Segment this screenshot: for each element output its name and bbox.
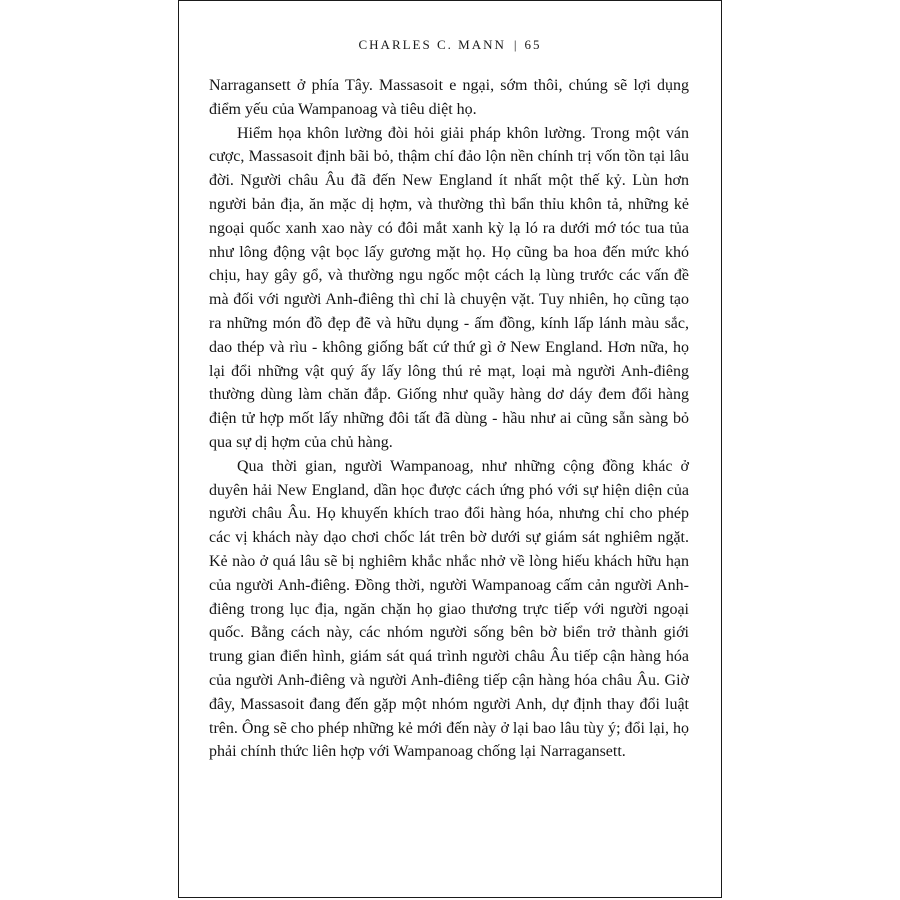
paragraph-continued: Narragansett ở phía Tây. Massasoit e ngại, sớm thôi, chúng sẽ lợi dụng điểm yếu của Wampanoag và tiêu diệt họ.	[209, 77, 689, 118]
paragraph: Hiểm họa khôn lường đòi hỏi giải pháp khôn lường. Trong một ván cược, Massasoit định bãi bỏ, thậm chí đảo lộn nền chính trị vốn tồn tại lâu đời. Người châu Âu đã đến New England ít nhất một thế kỷ. Lùn hơn người bản địa, ăn mặc dị hợm, và thường thì bẩn thỉu khôn tả, những kẻ ngoại quốc xanh xao này có đôi mắt xanh kỳ lạ ló ra dưới mớ tóc tua tủa như lông động vật bọc lấy gương mặt họ. Họ cũng ba hoa đến mức khó chịu, hay gây gổ, và thường ngu ngốc một cách lạ lùng trước các vấn đề mà đối với người Anh-điêng thì chỉ là chuyện vặt. Tuy nhiên, họ cũng tạo ra những món đồ đẹp đẽ và hữu dụng - ấm đồng, kính lấp lánh màu sắc, dao thép và rìu - không giống bất cứ thứ gì ở New England. Hơn nữa, họ lại đổi những vật quý ấy lấy lông thú rẻ mạt, loại mà người Anh-điêng thường dùng làm chăn đắp. Giống như quầy hàng dơ dáy đem đổi hàng điện tử hợp mốt lấy những đôi tất đã dùng - hầu như ai cũng sẵn sàng bỏ qua sự dị hợm của chủ hàng.	[209, 124, 689, 451]
author-name: CHARLES C. MANN	[358, 37, 506, 52]
book-page	[178, 0, 722, 898]
running-header	[179, 37, 721, 53]
paragraph: Qua thời gian, người Wampanoag, như những cộng đồng khác ở duyên hải New England, dần học được cách ứng phó với sự hiện diện của người châu Âu. Họ khuyến khích trao đổi hàng hóa, nhưng chỉ cho phép các vị khách này dạo chơi chốc lát trên bờ dưới sự giám sát nghiêm ngặt. Kẻ nào ở quá lâu sẽ bị nghiêm khắc nhắc nhở về lòng hiếu khách hữu hạn của người Anh-điêng. Đồng thời, người Wampanoag cấm cản người Anh-điêng trong lục địa, ngăn chặn họ giao thương trực tiếp với người ngoại quốc. Bằng cách này, các nhóm người sống bên bờ biển trở thành giới trung gian điển hình, giám sát quá trình người châu Âu tiếp cận hàng hóa của người Anh-điêng và người Anh-điêng tiếp cận hàng hóa châu Âu. Giờ đây, Massasoit đang đến gặp một nhóm người Anh, dự định thay đổi luật trên. Ông sẽ cho phép những kẻ mới đến này ở lại bao lâu tùy ý; đổi lại, họ phải chính thức liên hợp với Wampanoag chống lại Narragansett.	[209, 457, 689, 761]
page-number: 65	[524, 37, 542, 52]
header-separator: |	[513, 37, 517, 52]
body-text	[209, 74, 689, 764]
